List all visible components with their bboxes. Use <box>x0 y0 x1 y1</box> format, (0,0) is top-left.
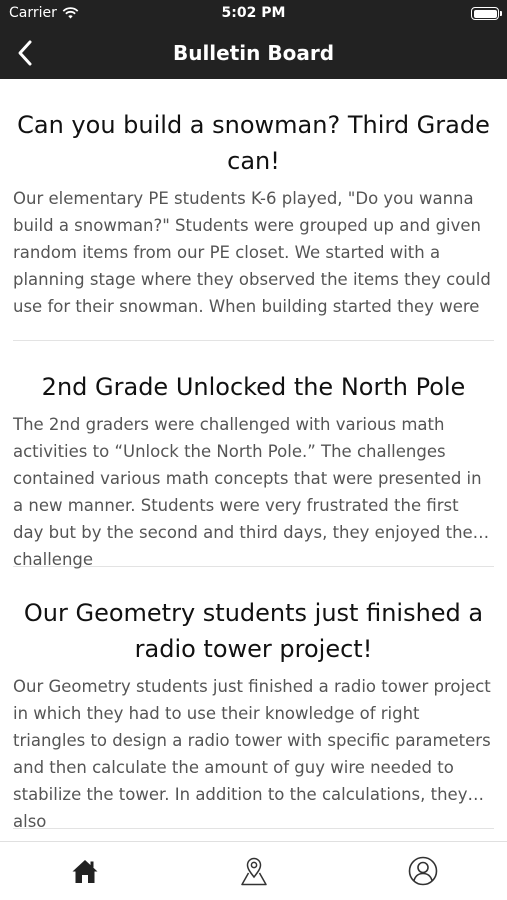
post-title: Our Geometry students just finished a radio tower project! <box>23 599 484 663</box>
tab-bar <box>0 841 507 900</box>
status-bar <box>0 0 507 28</box>
nav-bar <box>0 28 507 79</box>
post-card[interactable] <box>13 79 494 341</box>
home-icon <box>71 858 99 884</box>
battery-icon <box>471 7 499 20</box>
tab-home[interactable] <box>0 842 169 900</box>
tab-locations[interactable] <box>169 842 338 900</box>
post-card[interactable] <box>13 341 494 567</box>
bulletin-feed[interactable] <box>0 79 507 841</box>
post-excerpt: Our Geometry students just finished a radio tower project in which they had to use their knowledge of right triangles to design a radio tower with specific parameters and then calculate the amount of guy wire needed to stabilize the tower. In addition to the calculations, they also <box>13 677 491 831</box>
map-pin-icon <box>240 856 268 886</box>
header <box>0 0 507 79</box>
page-title: Bulletin Board <box>172 41 335 65</box>
tab-profile[interactable] <box>338 842 507 900</box>
post-card[interactable] <box>13 567 494 829</box>
user-icon <box>408 856 438 886</box>
status-time: 5:02 PM <box>221 5 286 21</box>
post-title: Can you build a snowman? Third Grade can! <box>17 111 490 175</box>
post-excerpt: Our elementary PE students K-6 played, "Do you wanna build a snowman?" Students were grouped up and given random items from our PE closet. We started with a planning stage where they observed the items they could use for their snowman. When building started they were <box>13 189 491 316</box>
carrier-label: Carrier <box>9 5 57 21</box>
post-excerpt: The 2nd graders were challenged with various math activities to “Unlock the North Pole.” The challenges contained various math concepts that were presented in a new manner. Students were very frustrated the first day but by the second and third days, they enjoyed the challenge <box>13 415 482 569</box>
post-title: 2nd Grade Unlocked the North Pole <box>41 373 466 401</box>
